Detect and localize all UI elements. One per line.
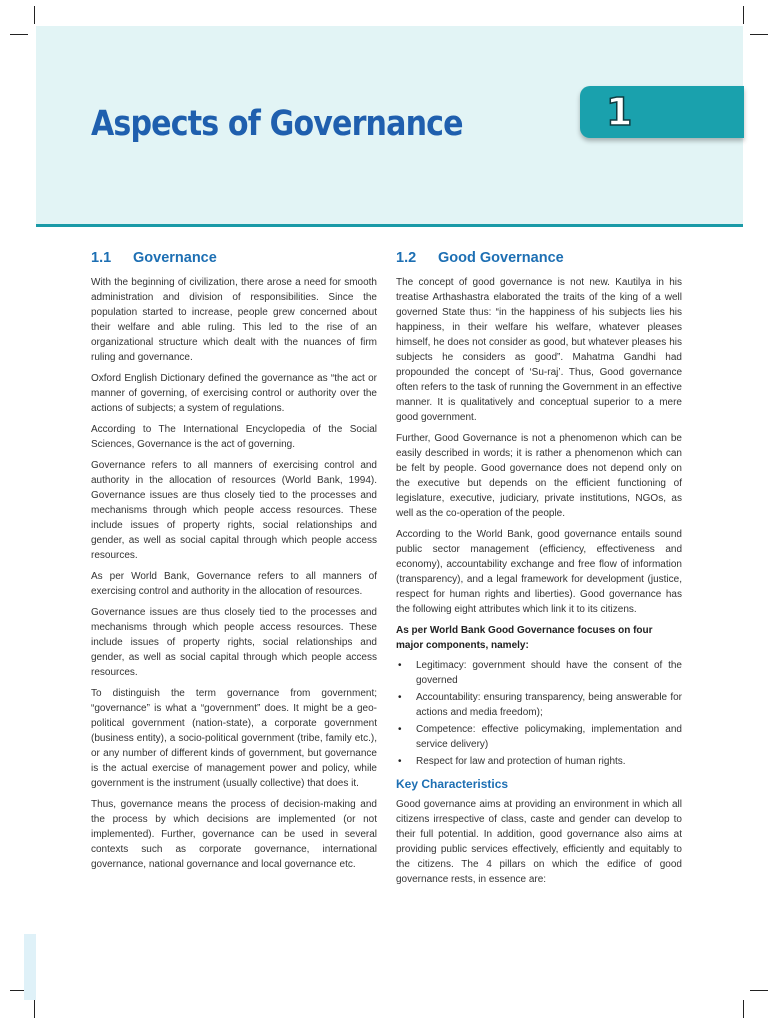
chapter-title: Aspects of Governance [91, 104, 463, 144]
list-item: • Respect for law and protection of human rights. [396, 754, 682, 769]
list-item: • Competence: effective policymaking, implementation and service delivery) [396, 722, 682, 752]
paragraph: According to the World Bank, good governance entails sound public sector management (efficiency, effectiveness and economy), accountability exchange and free flow of information (transparency), and a legal framework for development (justice, respect for human rights and liberties). Good governance has the following eight attributes which link it to its citizens. [396, 529, 682, 615]
section-title: Governance [133, 250, 217, 266]
crop-mark [743, 6, 744, 24]
section-heading-governance [91, 250, 377, 266]
section-title: Good Governance [438, 250, 564, 266]
key-characteristics-heading: Key Characteristics [396, 777, 509, 791]
paragraph: To distinguish the term governance from government; “governance” is what a “government” does. It might be a geo-political government (nation-state), a corporate government (business entity), a socio-political government (tribe, family etc.), or any number of different kinds of government, but governance is the actual exercise of management power and policy, while government is the instrument (usually collective) that does it. [91, 688, 377, 789]
crop-mark [750, 34, 768, 35]
section-heading-good-governance [396, 250, 682, 266]
list-item: • Accountability: ensuring transparency, being answerable for actions and media freedom); [396, 690, 682, 720]
margin-strip [24, 934, 36, 1000]
paragraph: Thus, governance means the process of decision-making and the process by which decisions are implemented (or not implemented). Further, governance can be used in several contexts such as corporate governance, international governance, national governance and local governance etc. [91, 799, 377, 870]
paragraph: According to The International Encyclopedia of the Social Sciences, Governance is the act of governing. [91, 424, 377, 450]
crop-mark [10, 34, 28, 35]
paragraph: Oxford English Dictionary defined the governance as “the act or manner of governing, of exercising control or authority over the actions of subjects; a system of regulations. [91, 373, 377, 414]
paragraph: Good governance aims at providing an environment in which all citizens irrespective of class, caste and gender can develop to their full potential. In addition, good governance also aims at providing public services effectively, efficiently and equitably to the citizens. The 4 pillars on which the edifice of good governance rests, in essence are: [396, 799, 682, 885]
chapter-number-tab [580, 86, 744, 138]
list-item: • Legitimacy: government should have the consent of the governed [396, 658, 682, 688]
crop-mark [743, 1000, 744, 1018]
crop-mark [750, 990, 768, 991]
bold-lead-text: As per World Bank Good Governance focuses on four major components, namely: [396, 625, 653, 651]
left-column [91, 250, 377, 878]
crop-mark [34, 1000, 35, 1018]
paragraph: Governance issues are thus closely tied to the processes and mechanisms through which people access resources. These include issues of property rights, social relationships and gender, as well as social capital through which people access resources. [91, 607, 377, 678]
section-number: 1.1 [91, 250, 112, 266]
bullet-list [396, 658, 682, 769]
chapter-number: 1 [606, 90, 633, 134]
crop-mark [34, 6, 35, 24]
header-divider [36, 224, 743, 227]
paragraph: Governance refers to all manners of exercising control and authority in the allocation of resources (World Bank, 1994). Governance issues are thus closely tied to the processes and mechanisms through which people access resources. These include issues of property rights, social relationships and gender, as well as social capital through which people access resources. [91, 460, 377, 561]
paragraph: With the beginning of civilization, there arose a need for smooth administration and division of responsibilities. Since the population started to increase, people grew concerned about their welfare and able ruling. This led to the rise of an organizational structure which dealt with the nuances of firm ruling and governance. [91, 277, 377, 363]
paragraph: As per World Bank, Governance refers to all manners of exercising control and authority in the allocation of resources. [91, 571, 377, 597]
right-column [396, 250, 682, 893]
paragraph: The concept of good governance is not new. Kautilya in his treatise Arthashastra elaborated the traits of the king of a well governed State thus: “in the happiness of his subjects lies his happiness, in their welfare his welfare, whatever pleases himself, he does not consider as good, but whatever pleases his subjects he considers as good”. Mahatma Gandhi had propounded the concept of ‘Su-raj’. Thus, Good governance often refers to the task of running the Government in an effective manner. It is qualitatively and conceptual superior to a mere good government. [396, 277, 682, 423]
paragraph: Further, Good Governance is not a phenomenon which can be easily described in words; it is rather a phenomenon which can be felt by people. Good governance does not depend only on the executive but depends on the efficient functioning of legislature, executive, judiciary, private institutions, NGOs, as well as the co-operation of the people. [396, 433, 682, 519]
section-number: 1.2 [396, 250, 417, 266]
